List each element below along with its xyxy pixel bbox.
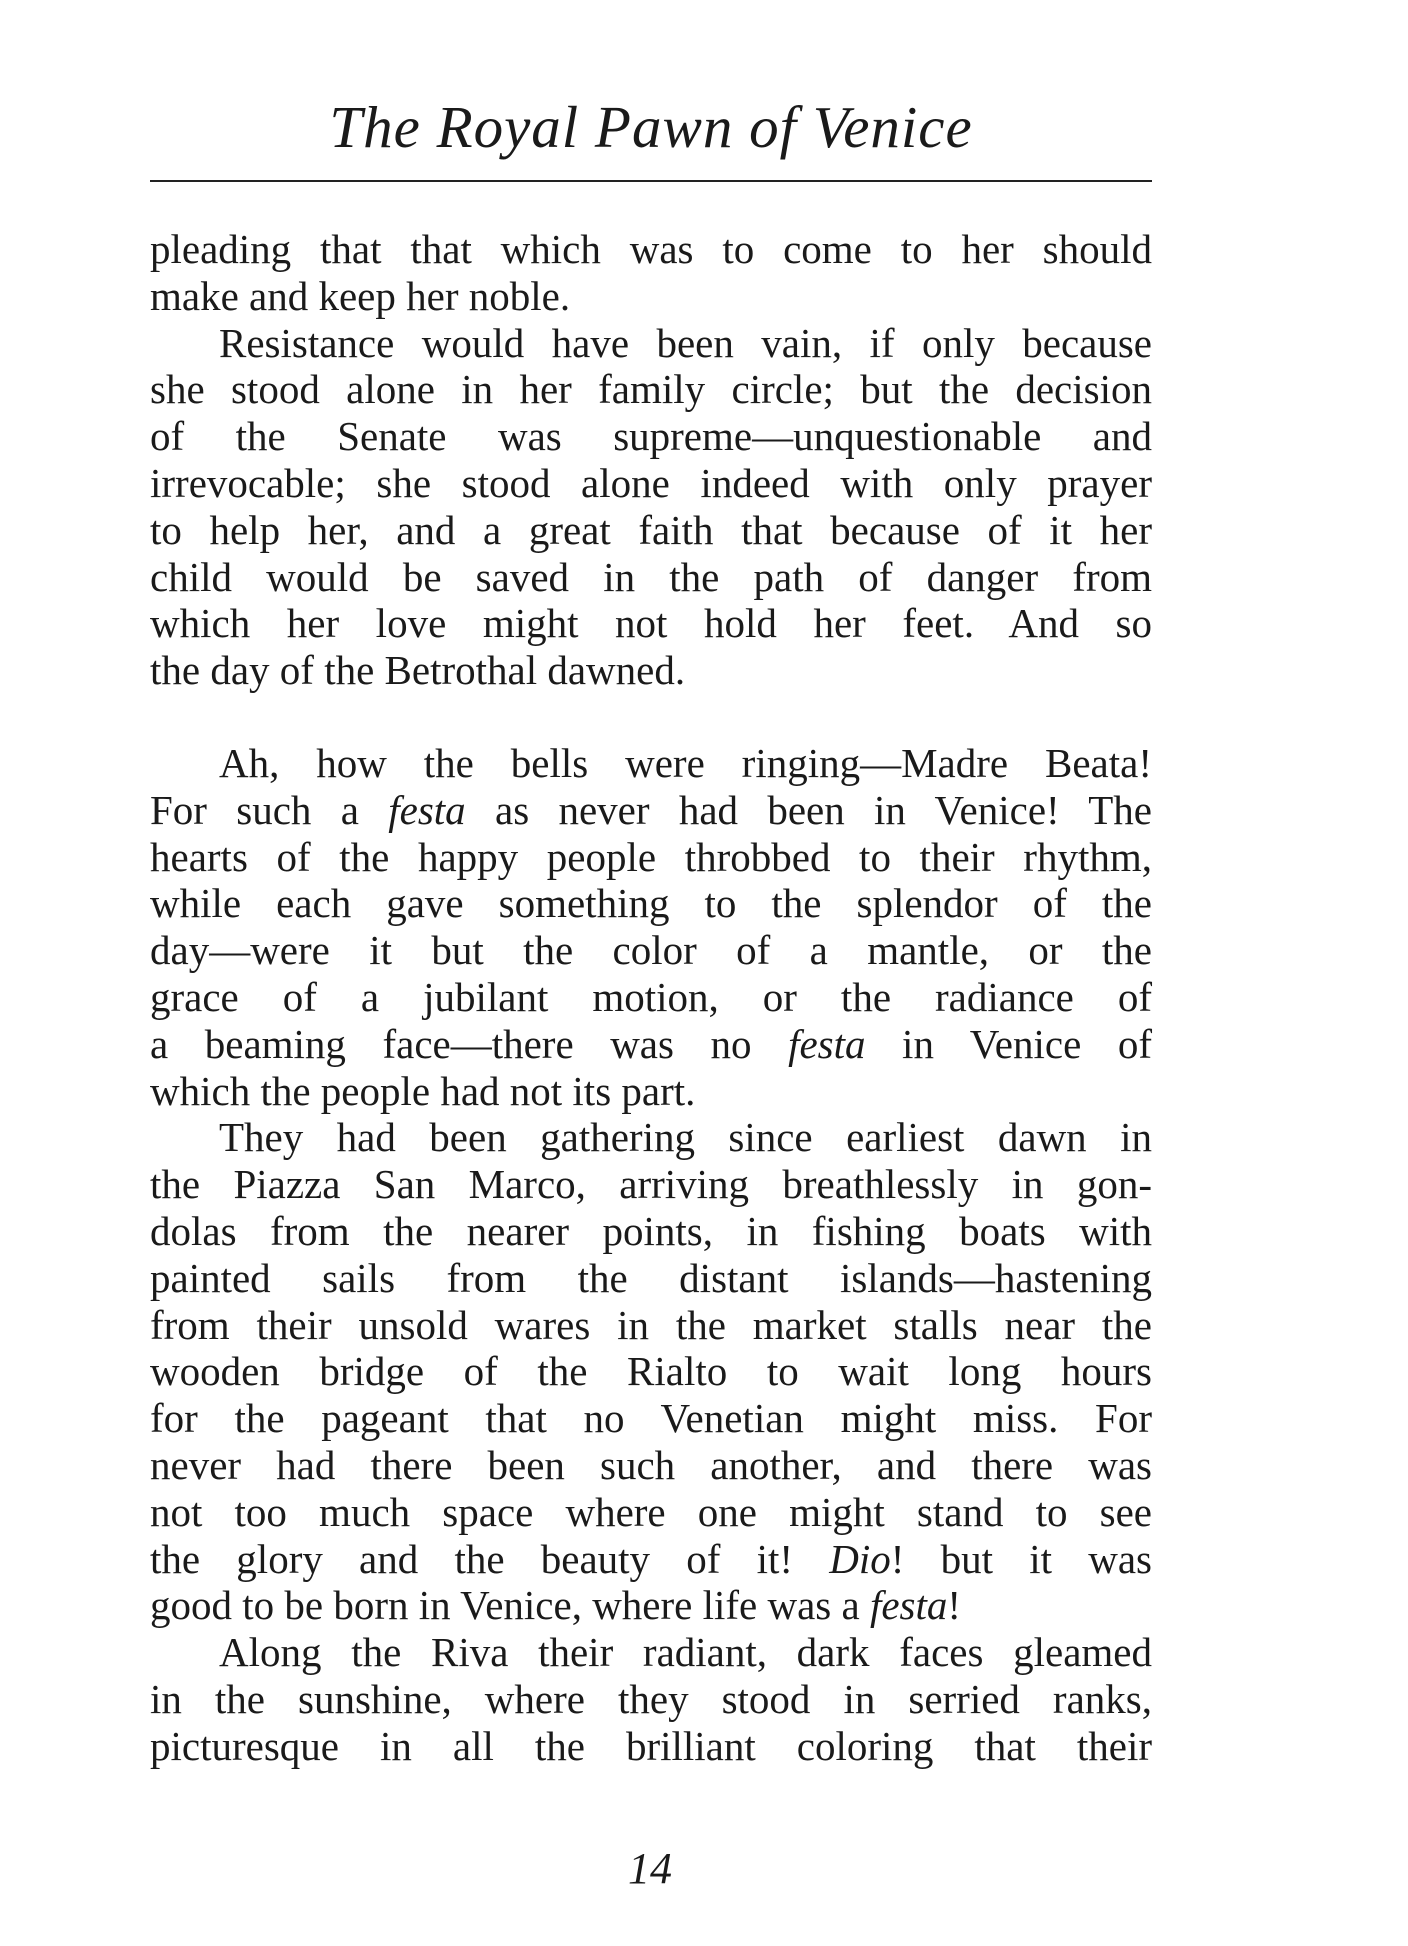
header-rule (150, 180, 1152, 182)
text-line: which the people had not its part. (150, 1067, 696, 1114)
text-line: a beaming face—there was no festa in Venice of (150, 1020, 1152, 1067)
text-line: to help her, and a great faith that because of it her (150, 506, 1152, 553)
page-number: 14 (628, 1844, 672, 1893)
text-line: make and keep her noble. (150, 272, 571, 319)
text-line: hearts of the happy people throbbed to their rhythm, (150, 833, 1152, 880)
text-line: she stood alone in her family circle; but the decision (150, 366, 1152, 413)
text-line: which her love might not hold her feet. And so (150, 600, 1152, 647)
text-line: pleading that that which was to come to her should (150, 226, 1152, 272)
text-line: grace of a jubilant motion, or the radiance of (150, 973, 1152, 1020)
text-line: the Piazza San Marco, arriving breathlessly in gon- (150, 1161, 1152, 1208)
body-text (150, 226, 1152, 1770)
text-line: dolas from the nearer points, in fishing boats with (150, 1207, 1152, 1254)
text-line: Resistance would have been vain, if only because (219, 319, 1152, 366)
text-line: picturesque in all the brilliant coloring that their (150, 1722, 1152, 1769)
text-line: child would be saved in the path of danger from (150, 553, 1152, 600)
text-line: never had there been such another, and there was (150, 1441, 1152, 1488)
text-line: For such a festa as never had been in Venice! The (150, 786, 1153, 833)
text-line: wooden bridge of the Rialto to wait long hours (150, 1348, 1152, 1395)
text-line: from their unsold wares in the market stalls near the (150, 1301, 1152, 1348)
text-line: while each gave something to the splendor of the (150, 880, 1152, 927)
text-line: the glory and the beauty of it! Dio! but it was (150, 1535, 1153, 1582)
text-line: of the Senate was supreme—unquestionable and (150, 413, 1152, 460)
text-line: Along the Riva their radiant, dark faces gleamed (219, 1629, 1152, 1676)
text-line: not too much space where one might stand to see (150, 1488, 1152, 1535)
text-line: Ah, how the bells were ringing—Madre Beata! (219, 739, 1152, 786)
text-line: painted sails from the distant islands—hastening (150, 1254, 1152, 1301)
text-line: good to be born in Venice, where life was a festa! (150, 1582, 962, 1629)
running-title: The Royal Pawn of Venice (329, 94, 973, 160)
text-line: irrevocable; she stood alone indeed with only prayer (150, 459, 1152, 506)
text-line: the day of the Betrothal dawned. (150, 647, 686, 694)
text-line: day—were it but the color of a mantle, or the (150, 927, 1152, 974)
text-line: They had been gathering since earliest dawn in (219, 1114, 1152, 1161)
text-line: for the pageant that no Venetian might miss. For (150, 1395, 1152, 1442)
text-line: in the sunshine, where they stood in serried ranks, (150, 1675, 1152, 1722)
